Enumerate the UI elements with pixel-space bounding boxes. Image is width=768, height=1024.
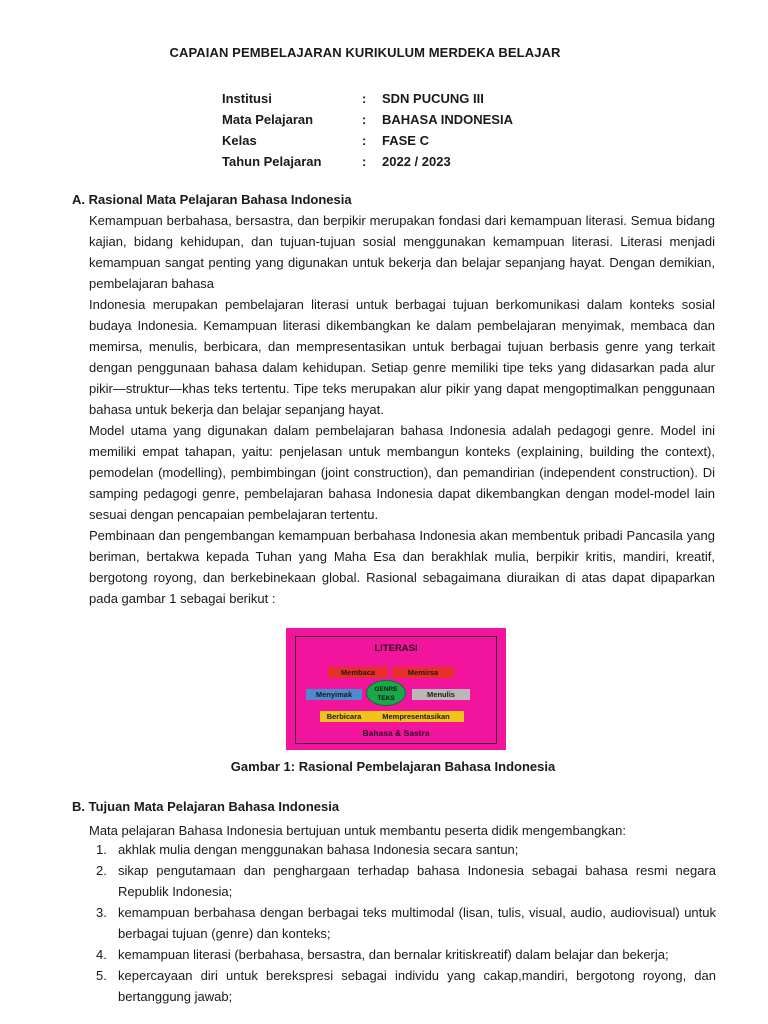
meta-colon: : [362,91,367,106]
meta-label: Tahun Pelajaran [222,154,322,169]
meta-label: Mata Pelajaran [222,112,314,127]
pill-berbicara: Berbicara [320,711,368,722]
list-number: 1. [96,842,107,857]
literasi-diagram [286,628,506,750]
meta-colon: : [362,133,367,148]
paragraph: Kemampuan berbahasa, bersastra, dan berpikir merupakan fondasi dari kemampuan literasi. Semua bidang kajian, bidang kehidupan, dan tujuan-tujuan sosial menggunakan kemampuan literasi. Literasi menjadi kemampuan sangat penting yang digunakan untuk bekerja dan belajar sepanjang hayat. Dengan demikian, pembelajaran bahasa [89,213,715,291]
meta-label: Institusi [222,91,272,106]
pill-menyimak: Menyimak [306,689,362,700]
objectives-list [96,839,716,1007]
diagram-frame [295,636,497,744]
meta-value: FASE C [382,133,429,148]
section-b-intro: Mata pelajaran Bahasa Indonesia bertujuan untuk membantu peserta didik mengembangkan: [89,823,626,838]
diagram-top-label: LITERASI [374,643,418,654]
pill-menulis: Menulis [412,689,470,700]
meta-colon: : [362,112,367,127]
list-item [96,902,716,944]
meta-value: BAHASA INDONESIA [382,112,513,127]
list-text: sikap pengutamaan dan penghargaan terhadap bahasa Indonesia sebagai bahasa resmi negara Republik Indonesia; [118,863,716,899]
list-number: 2. [96,863,107,878]
meta-row-tahun-pelajaran [222,151,513,172]
meta-table [222,88,513,172]
list-text: kemampuan berbahasa dengan berbagai teks multimodal (lisan, tulis, visual, audio, audiovisual) untuk berbagai tujuan (genre) dan konteks; [118,905,716,941]
genre-line: TEKS [377,695,395,702]
meta-row-kelas [222,130,513,151]
list-number: 5. [96,968,107,983]
pill-mempresentasikan: Mempresentasikan [368,711,464,722]
genre-teks-circle [366,680,406,706]
meta-value: 2022 / 2023 [382,154,451,169]
list-item [96,965,716,1007]
figure-caption: Gambar 1: Rasional Pembelajaran Bahasa Indonesia [230,759,556,774]
list-number: 4. [96,947,107,962]
document-title: CAPAIAN PEMBELAJARAN KURIKULUM MERDEKA BELAJAR [169,45,561,60]
paragraph: Model utama yang digunakan dalam pembelajaran bahasa Indonesia adalah pedagogi genre. Model ini memiliki empat tahapan, yaitu: penjelasan untuk membangun konteks (explaining, building the context), pemodelan (modelling), pembimbingan (joint construction), dan pemandirian (independent construction). Di samping pedagogi genre, pembelajaran bahasa Indonesia dapat dikembangkan dengan model-model lain sesuai dengan pencapaian pembelajaran tertentu. [89,423,715,522]
meta-row-mata-pelajaran [222,109,513,130]
list-number: 3. [96,905,107,920]
meta-colon: : [362,154,367,169]
genre-line: GENRE [374,686,398,693]
list-text: kepercayaan diri untuk berekspresi sebagai individu yang cakap,mandiri, bergotong royong, dan bertanggung jawab; [118,968,716,1004]
paragraph: Indonesia merupakan pembelajaran literasi untuk berbagai tujuan berkomunikasi dalam konteks sosial budaya Indonesia. Kemampuan literasi dikembangkan ke dalam pembelajaran menyimak, membaca dan memirsa, menulis, berbicara, dan mempresentasikan untuk berbagai tujuan berbasis genre yang terkait dengan penggunaan bahasa dalam kehidupan. Setiap genre memiliki tipe teks yang didasarkan pada alur pikir—struktur—khas teks tertentu. Tipe teks merupakan alur pikir yang dapat mengoptimalkan penggunaan bahasa untuk bekerja dan belajar sepanjang hayat. [89,297,715,417]
meta-row-institusi [222,88,513,109]
list-text: akhlak mulia dengan menggunakan bahasa Indonesia secara santun; [118,842,519,857]
paragraph: Pembinaan dan pengembangan kemampuan berbahasa Indonesia akan membentuk pribadi Pancasila yang beriman, bertakwa kepada Tuhan yang Maha Esa dan berakhlak mulia, berpikir kritis, mandiri, kreatif, bergotong royong, dan berkebinekaan global. Rasional sebagaimana diuraikan di atas dapat dipaparkan pada gambar 1 sebagai berikut : [89,528,715,606]
meta-label: Kelas [222,133,257,148]
pill-memirsa: Memirsa [392,667,454,678]
list-item [96,839,716,860]
pill-membaca: Membaca [328,667,388,678]
section-a-heading: A. Rasional Mata Pelajaran Bahasa Indonesia [72,192,352,207]
meta-value: SDN PUCUNG III [382,91,484,106]
list-item [96,860,716,902]
diagram-bottom-label: Bahasa & Sastra [362,728,430,738]
list-text: kemampuan literasi (berbahasa, bersastra, dan bernalar kritiskreatif) dalam belajar dan bekerja; [118,947,669,962]
section-a-body [89,210,715,609]
section-b-heading: B. Tujuan Mata Pelajaran Bahasa Indonesia [72,799,340,814]
list-item [96,944,716,965]
